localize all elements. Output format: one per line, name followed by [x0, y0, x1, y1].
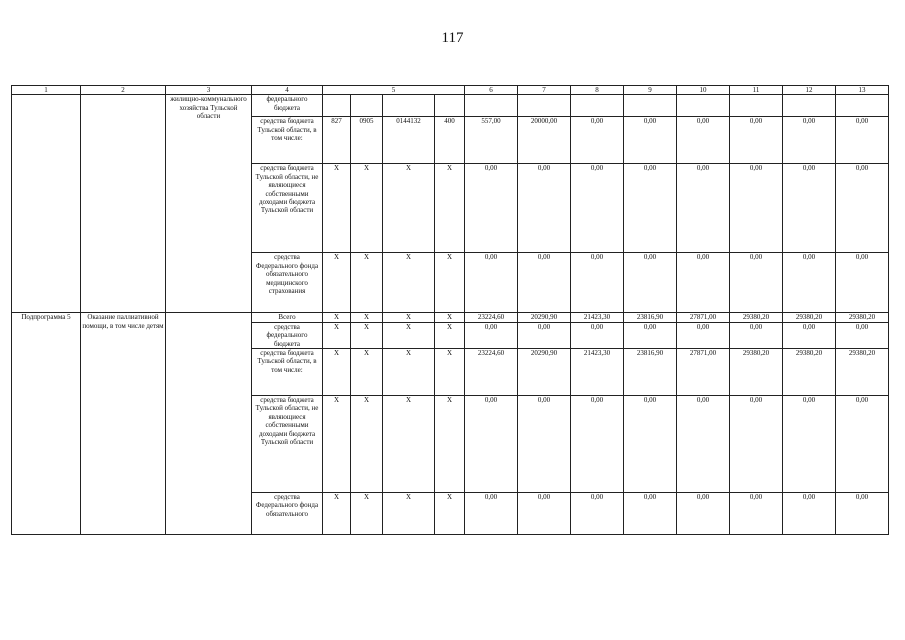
- budget-code: X: [383, 322, 435, 348]
- amount-value: 0,00: [624, 396, 677, 493]
- col2-cell: [81, 95, 166, 313]
- amount-value: 29380,20: [783, 313, 836, 322]
- amount-value: 29380,20: [836, 349, 889, 396]
- amount-value: 29380,20: [730, 349, 783, 396]
- funding-source: средства Федерального фонда обязательного: [252, 493, 323, 535]
- amount-value: [836, 95, 889, 117]
- amount-value: 0,00: [677, 164, 730, 253]
- amount-value: 0,00: [571, 396, 624, 493]
- table-row: [12, 313, 889, 322]
- header-cell: 11: [730, 86, 783, 95]
- amount-value: 20000,00: [518, 117, 571, 164]
- amount-value: 0,00: [571, 322, 624, 348]
- amount-value: 0,00: [465, 322, 518, 348]
- budget-code: X: [323, 493, 351, 535]
- budget-code: [383, 95, 435, 117]
- amount-value: 557,00: [465, 117, 518, 164]
- amount-value: 23224,60: [465, 349, 518, 396]
- amount-value: 0,00: [518, 253, 571, 313]
- amount-value: 29380,20: [836, 313, 889, 322]
- amount-value: 23224,60: [465, 313, 518, 322]
- col1-cell: [12, 95, 81, 313]
- funding-source: средства федерального бюджета: [252, 322, 323, 348]
- amount-value: 0,00: [571, 253, 624, 313]
- amount-value: 0,00: [677, 322, 730, 348]
- amount-value: 29380,20: [783, 349, 836, 396]
- amount-value: 0,00: [518, 164, 571, 253]
- amount-value: 0,00: [571, 117, 624, 164]
- amount-value: 0,00: [624, 493, 677, 535]
- budget-code: X: [351, 253, 383, 313]
- header-cell: 6: [465, 86, 518, 95]
- budget-code: 400: [435, 117, 465, 164]
- funding-source: средства бюджета Тульской области, в том числе:: [252, 117, 323, 164]
- amount-value: 0,00: [836, 164, 889, 253]
- header-cell: 9: [624, 86, 677, 95]
- page-number: 117: [441, 30, 464, 46]
- amount-value: 0,00: [624, 164, 677, 253]
- amount-value: 0,00: [730, 164, 783, 253]
- amount-value: 0,00: [783, 493, 836, 535]
- header-cell: 7: [518, 86, 571, 95]
- budget-code: X: [435, 493, 465, 535]
- amount-value: 0,00: [518, 493, 571, 535]
- amount-value: 27871,00: [677, 349, 730, 396]
- budget-code: 0144132: [383, 117, 435, 164]
- budget-code: X: [351, 349, 383, 396]
- funding-source: Всего: [252, 313, 323, 322]
- header-cell: 13: [836, 86, 889, 95]
- amount-value: 0,00: [465, 253, 518, 313]
- budget-code: X: [351, 322, 383, 348]
- subprogram-label: Подпрограмма 5: [12, 313, 81, 535]
- amount-value: 0,00: [783, 117, 836, 164]
- amount-value: 0,00: [465, 164, 518, 253]
- amount-value: 0,00: [836, 253, 889, 313]
- amount-value: [730, 95, 783, 117]
- funding-source: средства бюджета Тульской области, в том числе:: [252, 349, 323, 396]
- amount-value: 20290,90: [518, 349, 571, 396]
- amount-value: [465, 95, 518, 117]
- budget-code: X: [383, 349, 435, 396]
- budget-code: [435, 95, 465, 117]
- header-cell: 5: [323, 86, 465, 95]
- budget-code: X: [383, 493, 435, 535]
- amount-value: 0,00: [518, 322, 571, 348]
- funding-source: средства Федерального фонда обязательного медицинского страхования: [252, 253, 323, 313]
- amount-value: 23816,90: [624, 313, 677, 322]
- budget-code: X: [323, 164, 351, 253]
- table-row: [12, 95, 889, 117]
- amount-value: 23816,90: [624, 349, 677, 396]
- executor-cell: [166, 313, 252, 535]
- budget-code: X: [351, 396, 383, 493]
- budget-code: X: [323, 313, 351, 322]
- header-row: [12, 86, 889, 95]
- amount-value: [677, 95, 730, 117]
- amount-value: 0,00: [836, 322, 889, 348]
- amount-value: 0,00: [571, 164, 624, 253]
- budget-code: 0905: [351, 117, 383, 164]
- amount-value: [783, 95, 836, 117]
- amount-value: 0,00: [571, 493, 624, 535]
- budget-code: X: [435, 164, 465, 253]
- funding-source: федерального бюджета: [252, 95, 323, 117]
- amount-value: 21423,30: [571, 349, 624, 396]
- block-1: [12, 95, 889, 313]
- budget-code: X: [435, 349, 465, 396]
- header-cell: 8: [571, 86, 624, 95]
- amount-value: 21423,30: [571, 313, 624, 322]
- header-cell: 12: [783, 86, 836, 95]
- amount-value: 0,00: [677, 117, 730, 164]
- amount-value: 0,00: [783, 322, 836, 348]
- budget-code: X: [351, 313, 383, 322]
- budget-code: X: [323, 253, 351, 313]
- budget-code: X: [383, 396, 435, 493]
- budget-code: X: [383, 313, 435, 322]
- header-cell: 2: [81, 86, 166, 95]
- amount-value: 0,00: [730, 253, 783, 313]
- amount-value: 0,00: [624, 253, 677, 313]
- budget-code: X: [435, 253, 465, 313]
- budget-code: X: [383, 164, 435, 253]
- budget-code: X: [383, 253, 435, 313]
- amount-value: 27871,00: [677, 313, 730, 322]
- budget-code: X: [323, 349, 351, 396]
- amount-value: 0,00: [465, 493, 518, 535]
- budget-code: 827: [323, 117, 351, 164]
- amount-value: 0,00: [624, 117, 677, 164]
- header-cell: 3: [166, 86, 252, 95]
- amount-value: 0,00: [677, 253, 730, 313]
- budget-code: X: [351, 164, 383, 253]
- amount-value: 0,00: [836, 396, 889, 493]
- amount-value: 0,00: [730, 117, 783, 164]
- amount-value: 20290,90: [518, 313, 571, 322]
- amount-value: 0,00: [730, 493, 783, 535]
- subprogram-description: Оказание паллиативной помощи, в том числе детям: [81, 313, 166, 535]
- budget-table: [11, 85, 889, 535]
- amount-value: 0,00: [783, 396, 836, 493]
- amount-value: 0,00: [730, 396, 783, 493]
- funding-source: средства бюджета Тульской области, не являющиеся собственными доходами бюджета Тульской области: [252, 164, 323, 253]
- amount-value: 0,00: [624, 322, 677, 348]
- amount-value: [571, 95, 624, 117]
- amount-value: [624, 95, 677, 117]
- amount-value: 0,00: [836, 493, 889, 535]
- header-cell: 1: [12, 86, 81, 95]
- budget-code: X: [435, 322, 465, 348]
- amount-value: 0,00: [783, 164, 836, 253]
- budget-code: X: [351, 493, 383, 535]
- budget-code: X: [435, 313, 465, 322]
- budget-code: [351, 95, 383, 117]
- amount-value: 0,00: [677, 493, 730, 535]
- amount-value: [518, 95, 571, 117]
- funding-source: средства бюджета Тульской области, не являющиеся собственными доходами бюджета Тульской области: [252, 396, 323, 493]
- header-cell: 10: [677, 86, 730, 95]
- amount-value: 0,00: [730, 322, 783, 348]
- budget-code: X: [323, 322, 351, 348]
- header-cell: 4: [252, 86, 323, 95]
- budget-code: X: [323, 396, 351, 493]
- block-2-subprogram-5: [12, 313, 889, 535]
- amount-value: 29380,20: [730, 313, 783, 322]
- amount-value: 0,00: [836, 117, 889, 164]
- amount-value: 0,00: [677, 396, 730, 493]
- amount-value: 0,00: [465, 396, 518, 493]
- amount-value: 0,00: [518, 396, 571, 493]
- amount-value: 0,00: [783, 253, 836, 313]
- executor-cell: жилищно-коммунального хозяйства Тульской области: [166, 95, 252, 313]
- budget-code: [323, 95, 351, 117]
- budget-code: X: [435, 396, 465, 493]
